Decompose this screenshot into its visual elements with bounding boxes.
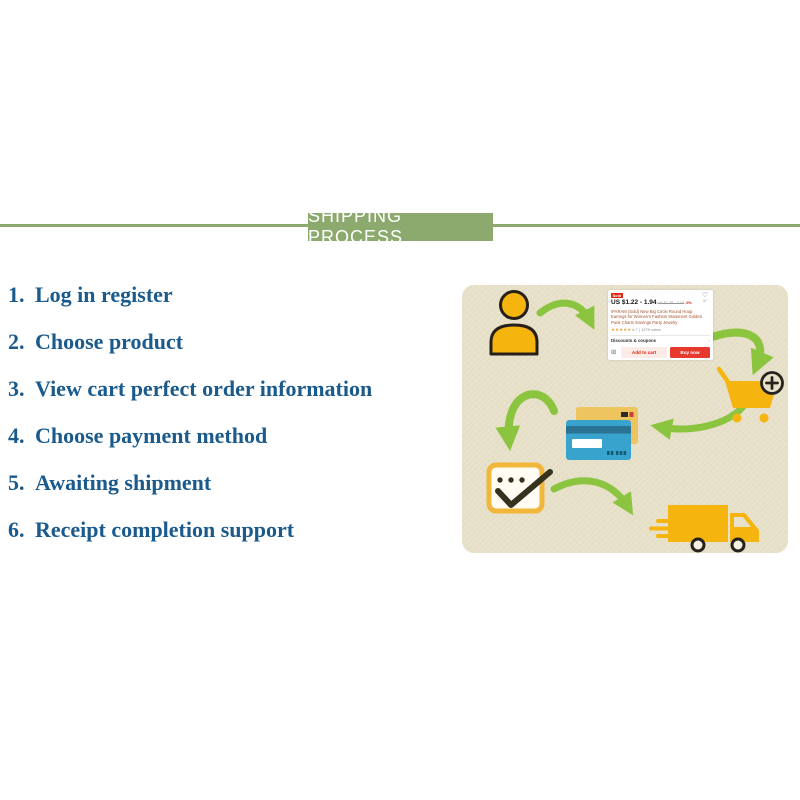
price: US $1.22 - 1.94: [611, 299, 657, 306]
step-label: Receipt completion support: [35, 517, 295, 542]
steps-list: [8, 283, 372, 565]
wishlist-heart-icon[interactable]: [699, 292, 711, 303]
step-label: View cart perfect order information: [35, 376, 373, 401]
sold-badge: Sold: [612, 292, 622, 298]
original-price: US $1.35 - 2.16: [657, 301, 685, 305]
product-listing-card: [608, 290, 713, 360]
step-number: 3.: [8, 376, 25, 401]
wishlist-count: 97: [703, 299, 707, 303]
add-to-cart-button[interactable]: Add to cart: [621, 347, 667, 358]
step-item-4: [8, 424, 372, 447]
coupons-label: Discounts & coupons: [611, 337, 657, 343]
step-item-2: [8, 330, 372, 353]
step-label: Choose payment method: [35, 423, 268, 448]
arrow-user-to-product: [540, 303, 590, 321]
stars-icon: ★★★★★: [611, 326, 632, 332]
banner-title: SHIPPING PROCESS: [308, 206, 404, 247]
step-number: 6.: [8, 517, 25, 542]
step-label: Choose product: [35, 329, 184, 354]
arrow-payment-to-checklist: [509, 394, 554, 440]
arrow-checklist-to-truck: [554, 481, 628, 507]
step-number: 4.: [8, 423, 25, 448]
step-label: Awaiting shipment: [35, 470, 212, 495]
heart-glyph: ♡: [701, 292, 709, 299]
credit-cards-icon: [562, 403, 644, 463]
chevron-right-icon: ›: [708, 337, 710, 343]
user-icon: [486, 290, 542, 354]
step-number: 2.: [8, 329, 25, 354]
discount-badge: -9%: [685, 301, 692, 305]
delivery-truck-icon: [646, 497, 768, 555]
step-item-1: [8, 283, 372, 306]
step-item-6: [8, 518, 372, 541]
price-row: [611, 299, 692, 306]
store-icon[interactable]: ⊞: [611, 349, 617, 356]
arrow-product-to-cart: [712, 333, 760, 365]
buy-now-button[interactable]: Buy now: [670, 347, 710, 358]
cart-plus-icon: [718, 363, 790, 425]
step-number: 5.: [8, 470, 25, 495]
checklist-icon: [484, 461, 556, 517]
rating-row: [611, 327, 661, 333]
step-item-5: [8, 471, 372, 494]
step-label: Log in register: [35, 282, 173, 307]
product-title: IPARAM (Sold) New Big Circle Round Hoop Earrings for Women's Fashion Statement Golden Punk Charm Earrings Party Jewelry: [611, 309, 703, 325]
coupons-row[interactable]: [611, 335, 710, 343]
step-number: 1.: [8, 282, 25, 307]
step-item-3: [8, 377, 372, 400]
rating-text: 4.7 | 1279 votes: [632, 326, 661, 332]
process-diagram-panel: [462, 285, 788, 553]
banner: [308, 206, 493, 247]
